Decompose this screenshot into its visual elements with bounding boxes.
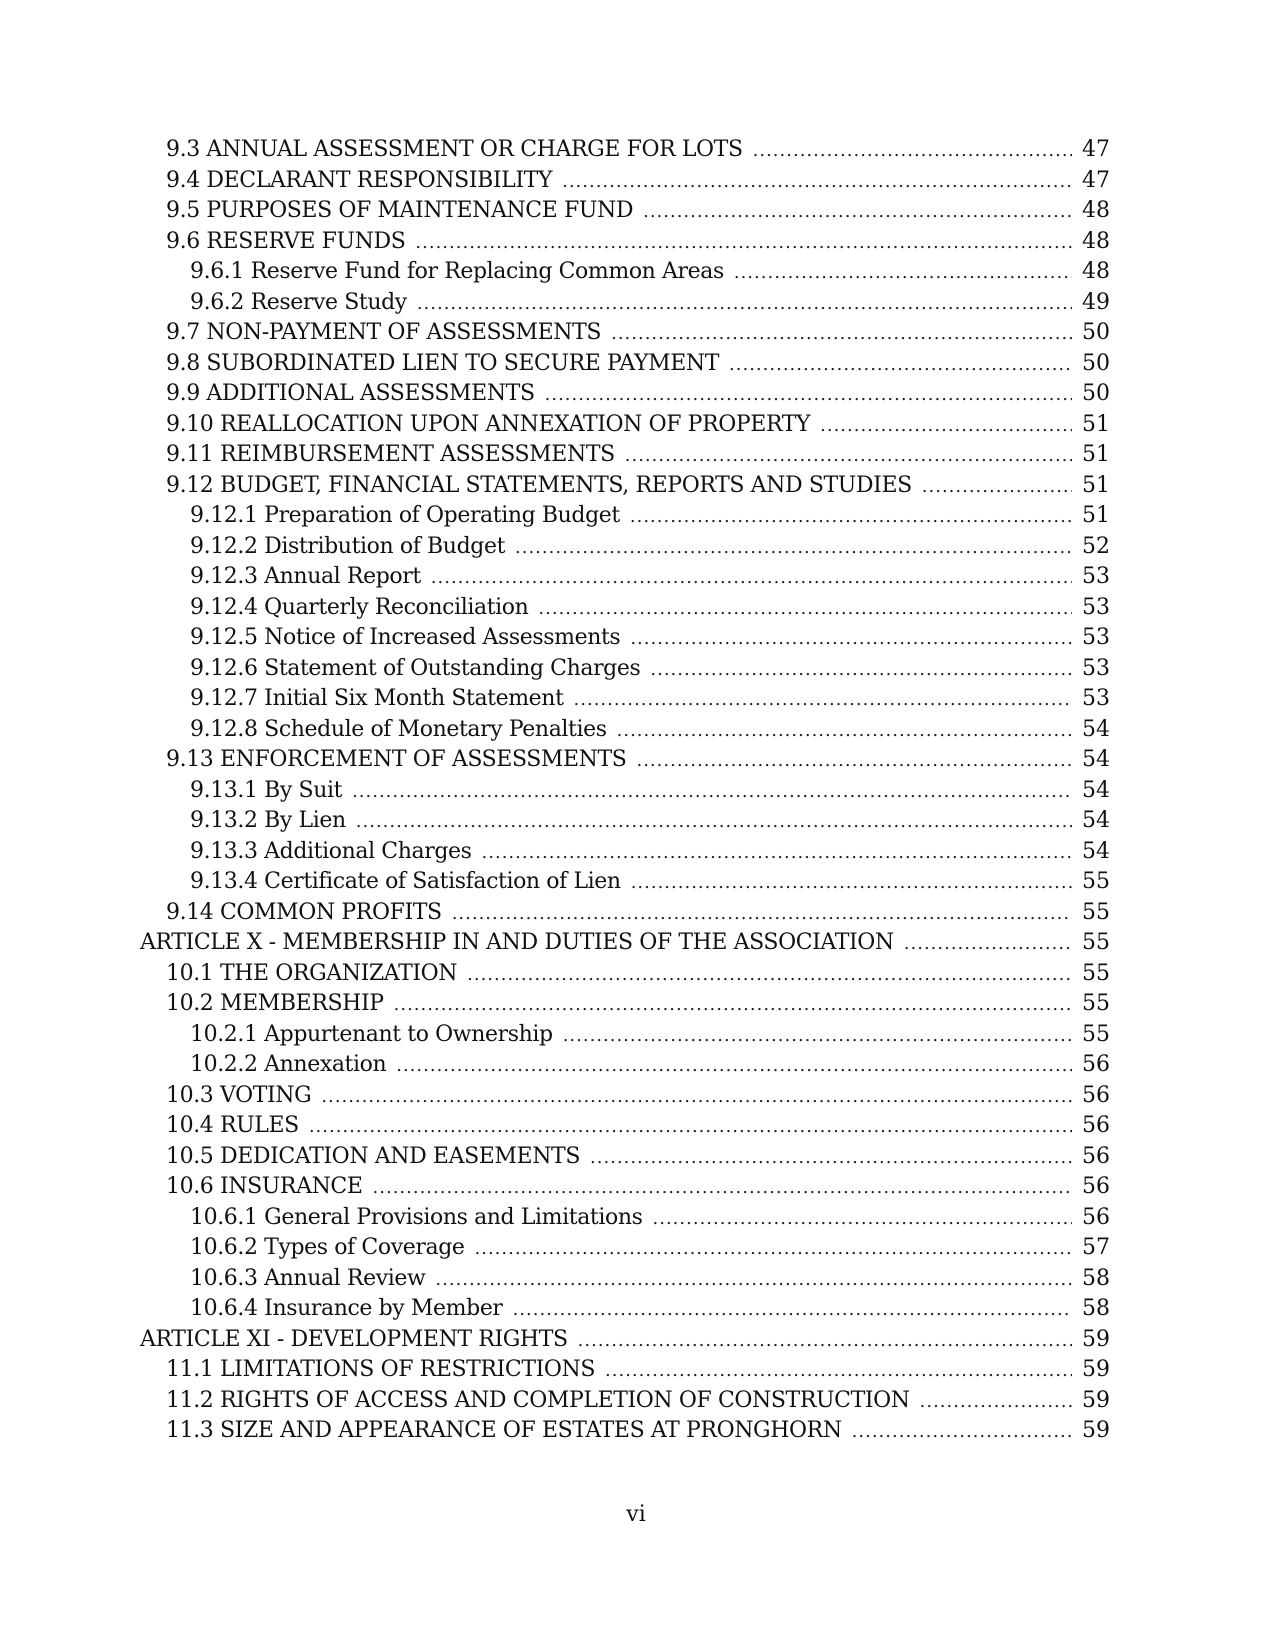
toc-entry-label: 9.12 BUDGET, FINANCIAL STATEMENTS, REPORTS AND STUDIES xyxy=(166,472,912,498)
dot-leader xyxy=(904,929,1072,960)
toc-entry-page: 56 xyxy=(1082,1143,1110,1169)
toc-entry xyxy=(140,135,1110,166)
toc-entry xyxy=(140,593,1110,624)
toc-entry-page: 55 xyxy=(1082,991,1110,1016)
toc-entry-label: 9.14 COMMON PROFITS xyxy=(166,899,442,925)
toc-entry-page: 54 xyxy=(1082,777,1110,803)
dot-leader xyxy=(729,350,1072,381)
toc-entry-label: ARTICLE XI - DEVELOPMENT RIGHTS xyxy=(140,1326,568,1352)
toc-entry-page: 58 xyxy=(1082,1296,1110,1321)
dot-leader xyxy=(631,868,1072,899)
toc-entry-page: 50 xyxy=(1082,350,1110,376)
toc-entry-page: 51 xyxy=(1082,503,1110,528)
toc-entry-page: 54 xyxy=(1082,747,1110,772)
toc-entry xyxy=(140,166,1110,197)
toc-entry xyxy=(140,776,1110,807)
toc-entry xyxy=(140,1172,1110,1203)
toc-entry xyxy=(140,471,1110,502)
dot-leader xyxy=(563,1021,1072,1052)
toc-entry xyxy=(140,562,1110,593)
toc-entry xyxy=(140,1142,1110,1173)
toc-entry-label: 9.13.3 Additional Charges xyxy=(190,838,472,864)
toc-entry xyxy=(140,532,1110,563)
toc-entry-page: 48 xyxy=(1082,228,1110,254)
toc-entry xyxy=(140,1050,1110,1081)
toc-entry xyxy=(140,1233,1110,1264)
toc-entry xyxy=(140,745,1110,776)
toc-entry-page: 47 xyxy=(1082,137,1110,162)
toc-entry-page: 56 xyxy=(1082,1052,1110,1077)
toc-entry-label: 11.2 RIGHTS OF ACCESS AND COMPLETION OF CONSTRUCTION xyxy=(166,1387,910,1413)
dot-leader xyxy=(852,1417,1072,1448)
toc-entry-label: 10.6.1 General Provisions and Limitations xyxy=(190,1204,643,1230)
toc-entry-label: 9.10 REALLOCATION UPON ANNEXATION OF PROPERTY xyxy=(166,411,811,437)
toc-entry-label: 11.3 SIZE AND APPEARANCE OF ESTATES AT PRONGHORN xyxy=(166,1418,842,1443)
dot-leader xyxy=(356,807,1072,838)
toc-entry-page: 51 xyxy=(1082,411,1110,437)
dot-leader xyxy=(630,502,1072,533)
toc-entry-label: 9.12.1 Preparation of Operating Budget xyxy=(190,503,620,528)
toc-entry xyxy=(140,349,1110,380)
toc-entry-page: 55 xyxy=(1082,930,1110,955)
toc-entry-label: 9.13 ENFORCEMENT OF ASSESSMENTS xyxy=(166,747,627,772)
toc-entry-label: 9.11 REIMBURSEMENT ASSESSMENTS xyxy=(166,442,615,467)
toc-entry-page: 50 xyxy=(1082,320,1110,345)
toc-entry xyxy=(140,1264,1110,1295)
toc-entry-page: 59 xyxy=(1082,1387,1110,1413)
toc-entry-page: 55 xyxy=(1082,869,1110,894)
toc-entry xyxy=(140,440,1110,471)
toc-entry-label: 9.12.7 Initial Six Month Statement xyxy=(190,686,564,711)
dot-leader xyxy=(611,319,1072,350)
toc-entry-label: 9.12.6 Statement of Outstanding Charges xyxy=(190,655,641,681)
dot-leader xyxy=(625,441,1072,472)
dot-leader xyxy=(605,1356,1072,1387)
toc-entry xyxy=(140,318,1110,349)
dot-leader xyxy=(562,167,1072,198)
toc-entry-label: 9.13.2 By Lien xyxy=(190,808,346,833)
toc-entry xyxy=(140,410,1110,441)
toc-entry-label: 10.1 THE ORGANIZATION xyxy=(166,960,458,986)
dot-leader xyxy=(309,1112,1072,1143)
toc-entry xyxy=(140,227,1110,258)
dot-leader xyxy=(417,289,1072,320)
dot-leader xyxy=(467,960,1072,991)
toc-entry-page: 54 xyxy=(1082,808,1110,833)
dot-leader xyxy=(920,1387,1072,1418)
toc-entry-page: 57 xyxy=(1082,1235,1110,1260)
toc-entry-page: 56 xyxy=(1082,1082,1110,1108)
toc-entry-label: 9.6.2 Reserve Study xyxy=(190,289,407,315)
dot-leader xyxy=(373,1173,1072,1204)
toc-entry-page: 55 xyxy=(1082,899,1110,925)
dot-leader xyxy=(515,533,1072,564)
toc-entry xyxy=(140,1294,1110,1325)
dot-leader xyxy=(574,685,1072,716)
toc-entry xyxy=(140,684,1110,715)
dot-leader xyxy=(820,411,1072,442)
toc-entry-page: 54 xyxy=(1082,716,1110,742)
toc-entry-label: 9.3 ANNUAL ASSESSMENT OR CHARGE FOR LOTS xyxy=(166,137,743,162)
toc-entry-label: 9.12.5 Notice of Increased Assessments xyxy=(190,625,621,650)
toc-entry xyxy=(140,623,1110,654)
toc-entry-label: 9.13.4 Certificate of Satisfaction of Lien xyxy=(190,869,621,894)
toc-entry-label: 10.3 VOTING xyxy=(166,1082,312,1108)
dot-leader xyxy=(352,777,1072,808)
dot-leader xyxy=(396,1051,1072,1082)
toc-entry xyxy=(140,654,1110,685)
dot-leader xyxy=(475,1234,1073,1265)
toc-entry-label: 9.13.1 By Suit xyxy=(190,777,343,803)
toc-entry-page: 59 xyxy=(1082,1326,1110,1352)
toc-entry-label: 10.2.2 Annexation xyxy=(190,1052,387,1077)
dot-leader xyxy=(394,990,1072,1021)
toc-entry-label: 10.6 INSURANCE xyxy=(166,1174,363,1199)
dot-leader xyxy=(415,228,1072,259)
toc-entry-label: 9.12.2 Distribution of Budget xyxy=(190,533,506,559)
dot-leader xyxy=(321,1082,1072,1113)
dot-leader xyxy=(636,746,1072,777)
toc-entry-page: 56 xyxy=(1082,1204,1110,1230)
toc-entry xyxy=(140,1111,1110,1142)
toc-entry-label: 9.4 DECLARANT RESPONSIBILITY xyxy=(166,167,553,193)
dot-leader xyxy=(538,594,1072,625)
toc-entry-page: 59 xyxy=(1082,1418,1110,1443)
toc-entry-label: ARTICLE X - MEMBERSHIP IN AND DUTIES OF THE ASSOCIATION xyxy=(140,930,894,955)
toc-entry-page: 55 xyxy=(1082,960,1110,986)
toc-entry xyxy=(140,379,1110,410)
dot-leader xyxy=(922,472,1072,503)
toc-entry-page: 53 xyxy=(1082,594,1110,620)
toc-entry-page: 52 xyxy=(1082,533,1110,559)
dot-leader xyxy=(617,716,1072,747)
toc-entry-label: 9.5 PURPOSES OF MAINTENANCE FUND xyxy=(166,198,634,223)
toc-entry-page: 51 xyxy=(1082,442,1110,467)
toc-entry xyxy=(140,898,1110,929)
toc-entry xyxy=(140,1355,1110,1386)
dot-leader xyxy=(753,136,1072,167)
toc-entry xyxy=(140,1203,1110,1234)
toc-entry-page: 53 xyxy=(1082,564,1110,589)
toc-entry xyxy=(140,867,1110,898)
dot-leader xyxy=(650,655,1072,686)
toc-entry xyxy=(140,1020,1110,1051)
toc-entry-label: 9.12.3 Annual Report xyxy=(190,564,421,589)
toc-entry-page: 59 xyxy=(1082,1357,1110,1382)
toc-entry-page: 48 xyxy=(1082,198,1110,223)
toc-entry-label: 9.9 ADDITIONAL ASSESSMENTS xyxy=(166,381,535,406)
toc-entry xyxy=(140,928,1110,959)
toc-entry-label: 9.6 RESERVE FUNDS xyxy=(166,228,406,254)
toc-entry-page: 58 xyxy=(1082,1265,1110,1291)
toc-entry-page: 47 xyxy=(1082,167,1110,193)
dot-leader xyxy=(513,1295,1072,1326)
toc-entry xyxy=(140,1081,1110,1112)
toc-entry xyxy=(140,1386,1110,1417)
dot-leader xyxy=(482,838,1072,869)
toc-entry-label: 9.6.1 Reserve Fund for Replacing Common Areas xyxy=(190,259,724,284)
toc-entry-label: 10.4 RULES xyxy=(166,1113,299,1138)
toc-entry-label: 9.12.4 Quarterly Reconciliation xyxy=(190,594,529,620)
toc-entry-page: 53 xyxy=(1082,625,1110,650)
toc-entry-label: 10.2 MEMBERSHIP xyxy=(166,991,384,1016)
toc-entry-label: 10.5 DEDICATION AND EASEMENTS xyxy=(166,1143,580,1169)
toc-entry xyxy=(140,1325,1110,1356)
toc-entry-label: 10.6.4 Insurance by Member xyxy=(190,1296,503,1321)
toc-entry-page: 56 xyxy=(1082,1174,1110,1199)
toc-entry-page: 53 xyxy=(1082,686,1110,711)
dot-leader xyxy=(590,1143,1072,1174)
dot-leader xyxy=(643,197,1072,228)
toc-entry xyxy=(140,837,1110,868)
dot-leader xyxy=(653,1204,1072,1235)
toc-entry-label: 10.2.1 Appurtenant to Ownership xyxy=(190,1021,553,1047)
toc-entry xyxy=(140,196,1110,227)
toc-entry-label: 10.6.3 Annual Review xyxy=(190,1265,426,1291)
toc-entry-page: 53 xyxy=(1082,655,1110,681)
toc-entry xyxy=(140,989,1110,1020)
toc-entry xyxy=(140,288,1110,319)
dot-leader xyxy=(435,1265,1072,1296)
toc-entry xyxy=(140,715,1110,746)
toc-entry-page: 49 xyxy=(1082,289,1110,315)
toc-entry-page: 50 xyxy=(1082,381,1110,406)
toc-entry-label: 10.6.2 Types of Coverage xyxy=(190,1235,465,1260)
toc-entry-label: 11.1 LIMITATIONS OF RESTRICTIONS xyxy=(166,1357,596,1382)
dot-leader xyxy=(578,1326,1072,1357)
page-number: vi xyxy=(626,1502,646,1527)
toc-entry-label: 9.7 NON-PAYMENT OF ASSESSMENTS xyxy=(166,320,602,345)
toc-entry xyxy=(140,501,1110,532)
dot-leader xyxy=(545,380,1072,411)
toc-entry-page: 48 xyxy=(1082,259,1110,284)
toc-entry-page: 55 xyxy=(1082,1021,1110,1047)
toc-entry-label: 9.8 SUBORDINATED LIEN TO SECURE PAYMENT xyxy=(166,350,720,376)
toc-entry-page: 54 xyxy=(1082,838,1110,864)
toc-entry xyxy=(140,806,1110,837)
toc-entry xyxy=(140,257,1110,288)
toc-entry-page: 51 xyxy=(1082,472,1110,498)
table-of-contents xyxy=(140,135,1110,1447)
toc-entry xyxy=(140,1416,1110,1447)
dot-leader xyxy=(452,899,1072,930)
dot-leader xyxy=(734,258,1072,289)
toc-entry-page: 56 xyxy=(1082,1113,1110,1138)
dot-leader xyxy=(431,563,1072,594)
toc-entry-label: 9.12.8 Schedule of Monetary Penalties xyxy=(190,716,607,742)
dot-leader xyxy=(630,624,1072,655)
toc-entry xyxy=(140,959,1110,990)
